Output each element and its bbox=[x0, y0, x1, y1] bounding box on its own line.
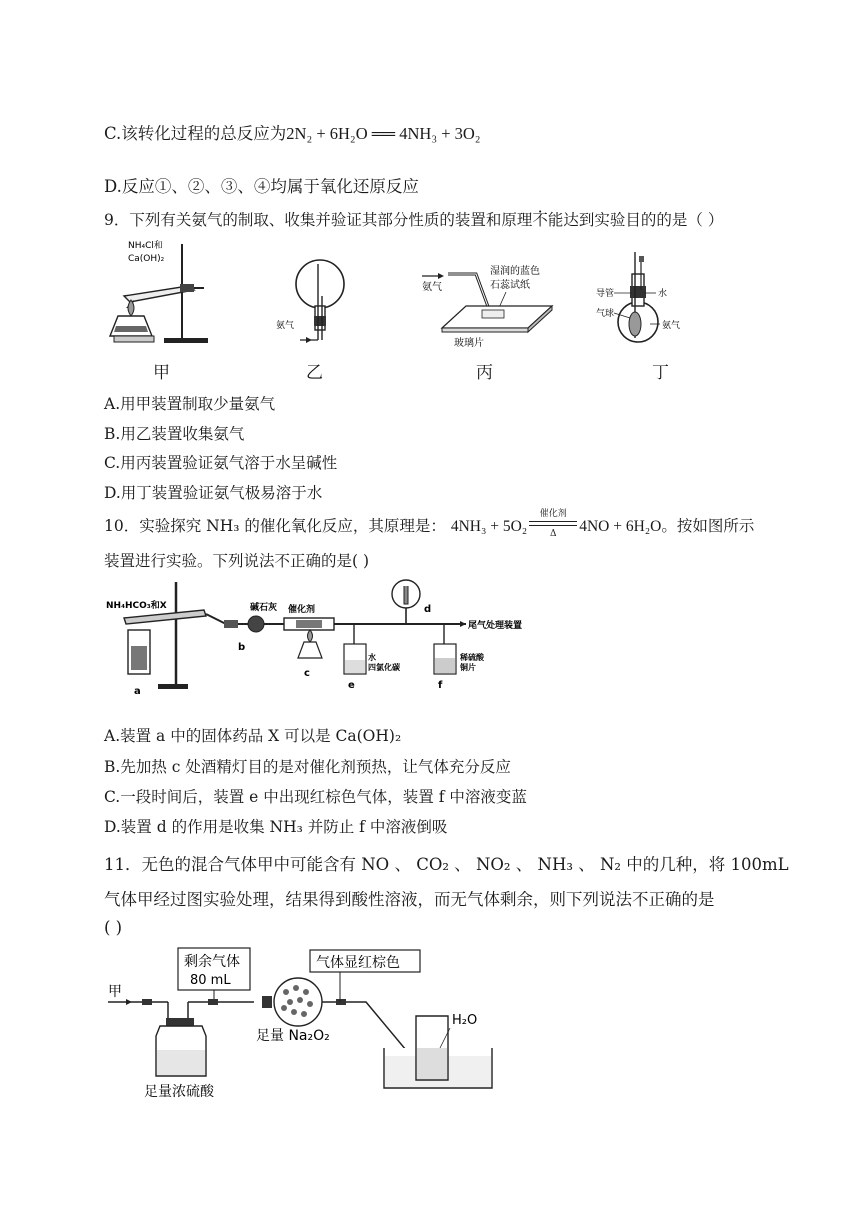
q10-eq-right: 4NO + 6H₂O bbox=[579, 518, 662, 535]
q11-h2o-label: H₂O bbox=[452, 1013, 478, 1028]
q10-ccl4-label: 四氯化碳 bbox=[368, 663, 400, 672]
q11-stem-line3: ( ) bbox=[104, 918, 123, 937]
jia-reagent-label1: NH₄Cl和 bbox=[128, 241, 163, 251]
q10-label-f: f bbox=[438, 680, 443, 691]
q9-stem-emphasis: 不 bbox=[532, 211, 548, 229]
q8-option-c bbox=[104, 120, 481, 144]
q10-acid-label: 稀硫酸 bbox=[460, 653, 484, 662]
figure-yi-apparatus bbox=[272, 256, 352, 344]
ding-gas-label: 氨气 bbox=[662, 321, 681, 331]
q8-option-c-prefix: C.该转化过程的总反应为 bbox=[104, 124, 287, 143]
q10-stem-suffix: 。按如图所示 bbox=[661, 517, 755, 535]
q10-option-b: B.先加热 c 处酒精灯目的是对催化剂预热，让气体充分反应 bbox=[104, 758, 511, 776]
q10-option-c: C.一段时间后，装置 e 中出现红棕色气体，装置 f 中溶液变蓝 bbox=[104, 788, 527, 806]
bing-paper-label1: 湿润的蓝色 bbox=[490, 266, 540, 277]
ding-balloon-label: 气球 bbox=[596, 309, 615, 319]
q10-stem-line2: 装置进行实验。下列说法不正确的是( ) bbox=[104, 552, 370, 570]
jia-reagent-label2: Ca(OH)₂ bbox=[128, 254, 165, 264]
q11-jia-label: 甲 bbox=[108, 984, 122, 1000]
q9-option-b: B.用乙装置收集氨气 bbox=[104, 425, 245, 443]
q10-label-a: a bbox=[134, 686, 141, 697]
q10-option-a: A.装置 a 中的固体药品 X 可以是 Ca(OH)₂ bbox=[104, 727, 402, 745]
q10-tail-label: 尾气处理装置 bbox=[468, 621, 523, 631]
q9-option-a: A.用甲装置制取少量氨气 bbox=[104, 395, 276, 413]
q9-stem bbox=[104, 208, 723, 230]
figure-q10-apparatus bbox=[104, 578, 544, 698]
figure-bing-apparatus bbox=[416, 262, 562, 348]
q10-stem-line1 bbox=[104, 509, 755, 539]
figure-jia-apparatus bbox=[104, 238, 224, 350]
q10-label-b: b bbox=[238, 642, 246, 653]
q10-eq-condition-bottom: Δ bbox=[549, 529, 557, 539]
q10-catalyst-label: 催化剂 bbox=[288, 605, 316, 615]
q9-option-c: C.用丙装置验证氨气溶于水呈碱性 bbox=[104, 454, 338, 472]
figure-ding-apparatus bbox=[594, 246, 694, 346]
q10-label-e: e bbox=[348, 680, 355, 691]
bing-paper-label2: 石蕊试纸 bbox=[490, 280, 530, 291]
q11-stem-line1: 11．无色的混合气体甲中可能含有 NO 、 CO₂ 、 NO₂ 、 NH₃ 、 N₂ 中的几种，将 100mL bbox=[104, 855, 789, 874]
q9-stem-part1: 9．下列有关氨气的制取、收集并验证其部分性质的装置和原理 bbox=[104, 211, 533, 229]
q11-na2o2-label: 足量 Na₂O₂ bbox=[256, 1028, 330, 1044]
q10-eq-condition-top: 催化剂 bbox=[539, 509, 567, 519]
q9-option-d: D.用丁装置验证氨气极易溶于水 bbox=[104, 484, 323, 502]
q11-stem-line2: 气体甲经过图实验处理，结果得到酸性溶液，而无气体剩余，则下列说法不正确的是 bbox=[104, 890, 715, 909]
caption-bing: 丙 bbox=[476, 363, 493, 383]
q9-stem-part2: 能达到实验目的的是（ ） bbox=[547, 211, 724, 229]
caption-ding: 丁 bbox=[652, 363, 669, 383]
q10-stem-prefix: 10．实验探究 NH₃ 的催化氧化反应，其原理是： bbox=[104, 517, 446, 535]
bing-gas-label: 氨气 bbox=[422, 282, 442, 293]
ding-water-label: 水 bbox=[658, 289, 668, 299]
caption-yi: 乙 bbox=[306, 363, 323, 383]
q11-remaining-label1: 剩余气体 bbox=[184, 954, 240, 970]
q8-option-c-equation: 2N₂ + 6H₂O ══ 4NH₃ + 3O₂ bbox=[286, 124, 481, 143]
caption-jia: 甲 bbox=[153, 363, 170, 383]
q10-label-d: d bbox=[424, 604, 432, 615]
q10-soda-lime-label: 碱石灰 bbox=[250, 603, 278, 613]
q10-label-c: c bbox=[304, 668, 310, 679]
q11-remaining-label2: 80 mL bbox=[190, 973, 231, 988]
ding-tube-label: 导管 bbox=[596, 289, 615, 299]
q10-option-d: D.装置 d 的作用是收集 NH₃ 并防止 f 中溶液倒吸 bbox=[104, 818, 448, 836]
q11-h2so4-label: 足量浓硫酸 bbox=[144, 1084, 214, 1100]
yi-gas-label: 氨气 bbox=[276, 321, 295, 331]
bing-glass-label: 玻璃片 bbox=[454, 338, 484, 348]
q8-option-d: D.反应①、②、③、④均属于氧化还原反应 bbox=[104, 177, 419, 196]
q10-reversible-arrow bbox=[529, 509, 577, 539]
q10-eq-left: 4NH₃ + 5O₂ bbox=[450, 518, 528, 535]
q10-copper-label: 铜片 bbox=[460, 663, 476, 672]
figure-q11-apparatus bbox=[104, 944, 504, 1104]
q11-red-brown-label: 气体显红棕色 bbox=[316, 955, 400, 971]
q10-reagent-label: NH₄HCO₃和X bbox=[106, 601, 167, 611]
q10-water-label: 水 bbox=[368, 653, 376, 662]
